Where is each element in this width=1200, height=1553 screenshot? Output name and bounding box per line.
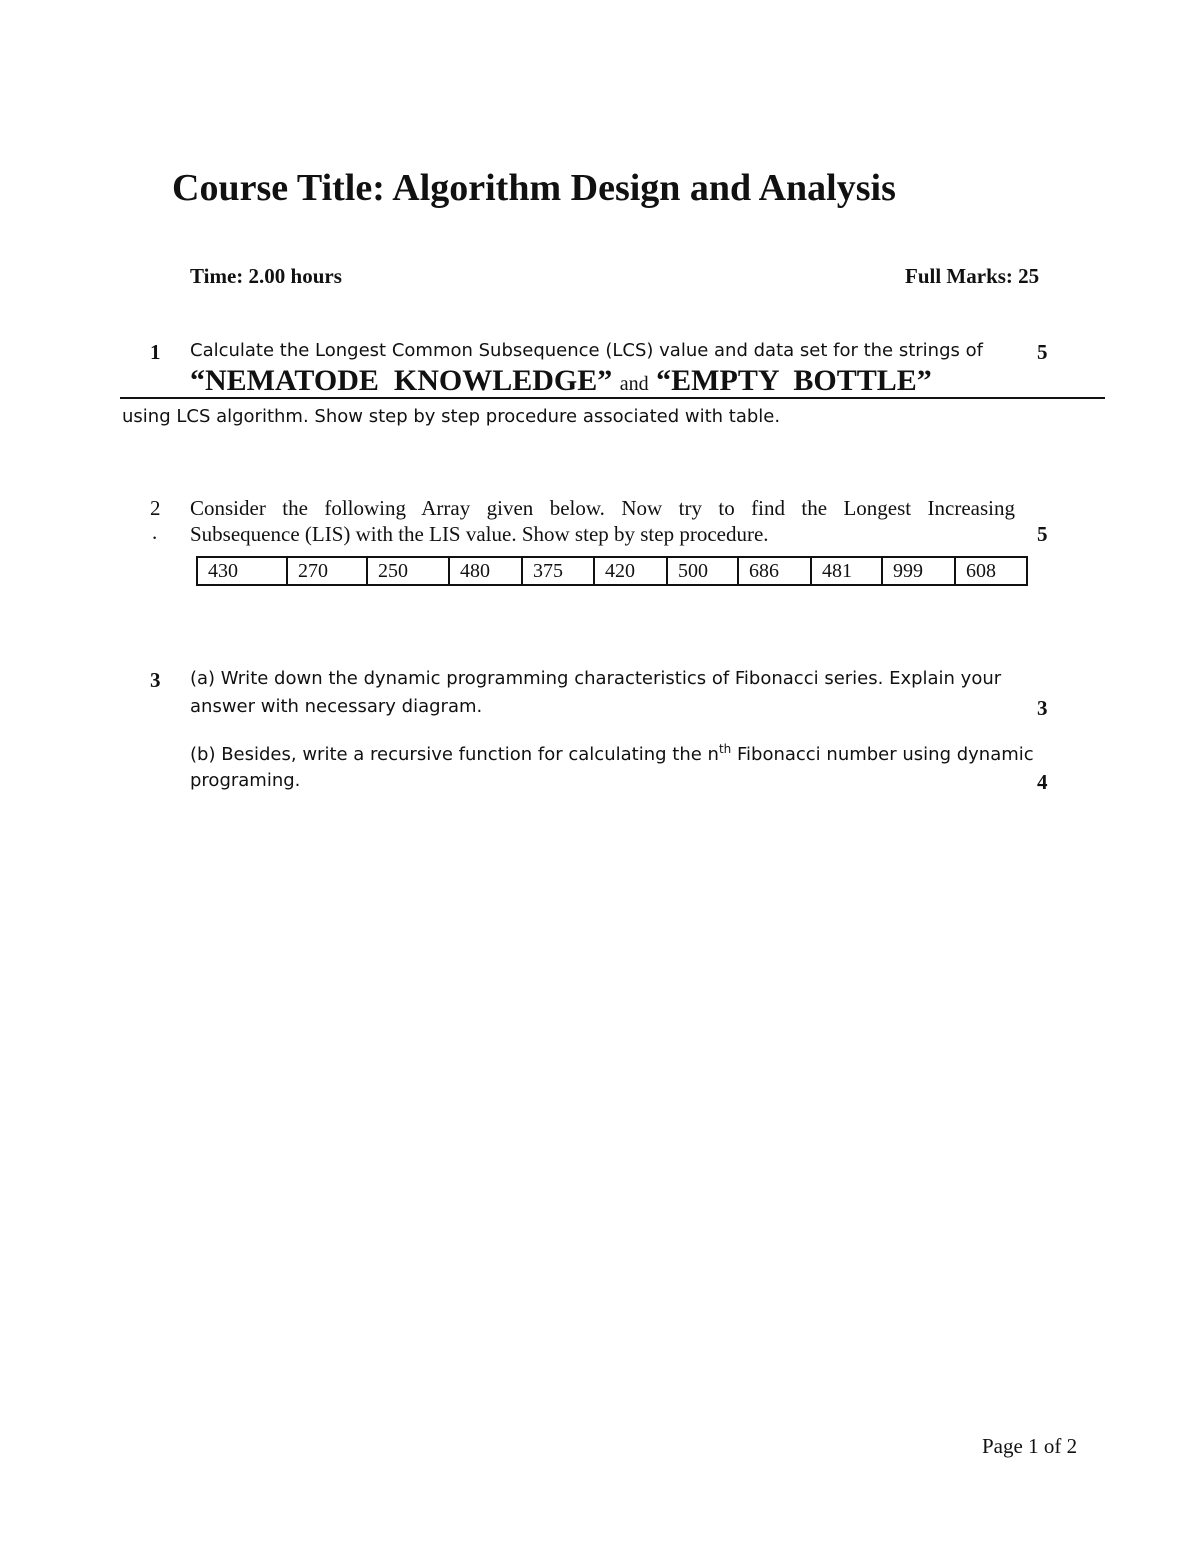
question-text-line: programing. [190, 770, 301, 791]
question-text-line: Subsequence (LIS) with the LIS value. Show step by step procedure. [190, 522, 769, 546]
question-text-line: (a) Write down the dynamic programming characteristics of Fibonacci series. Explain your [190, 668, 1002, 689]
array-cell: 250 [367, 557, 449, 585]
question-text-line: Consider the following Array given below. Now try to find the Longest Increasing [190, 496, 1015, 520]
array-cell: 480 [449, 557, 522, 585]
page-number: Page 1 of 2 [982, 1434, 1078, 1458]
array-cell: 270 [287, 557, 367, 585]
and-word: and [619, 373, 649, 395]
question-number: 3 [150, 668, 161, 692]
array-cell: 686 [738, 557, 811, 585]
array-table [196, 556, 1028, 586]
full-marks: Full Marks: 25 [905, 264, 1040, 288]
question-text-line: answer with necessary diagram. [190, 696, 483, 717]
lcs-string-2: “EMPTY BOTTLE” [656, 364, 932, 397]
array-cell: 608 [955, 557, 1027, 585]
question-number: 2 [150, 496, 161, 520]
exam-time: Time: 2.00 hours [190, 264, 342, 288]
question-marks: 3 [1037, 696, 1048, 720]
array-cell: 420 [594, 557, 667, 585]
array-cell: 430 [197, 557, 287, 585]
course-title: Course Title: Algorithm Design and Analysis [172, 167, 896, 209]
table-row [197, 557, 1027, 585]
array-cell: 481 [811, 557, 882, 585]
question-text-line: Calculate the Longest Common Subsequence (LCS) value and data set for the strings of [190, 340, 983, 361]
lcs-strings [190, 364, 932, 398]
array-cell: 999 [882, 557, 955, 585]
question-marks: 5 [1037, 522, 1048, 546]
question-text-line: using LCS algorithm. Show step by step procedure associated with table. [122, 406, 781, 427]
question-marks: 4 [1037, 770, 1048, 794]
text-segment: Fibonacci number using dynamic [731, 744, 1034, 765]
lcs-string-1: “NEMATODE KNOWLEDGE” [190, 364, 613, 397]
question-text-line [190, 742, 1034, 765]
superscript: th [718, 742, 732, 756]
horizontal-rule [120, 397, 1105, 399]
text-segment: (b) Besides, write a recursive function for calculating the n [190, 744, 719, 765]
question-marks: 5 [1037, 340, 1048, 364]
question-number: 1 [150, 340, 161, 364]
array-cell: 375 [522, 557, 594, 585]
question-number-dot: . [152, 520, 158, 544]
array-cell: 500 [667, 557, 738, 585]
